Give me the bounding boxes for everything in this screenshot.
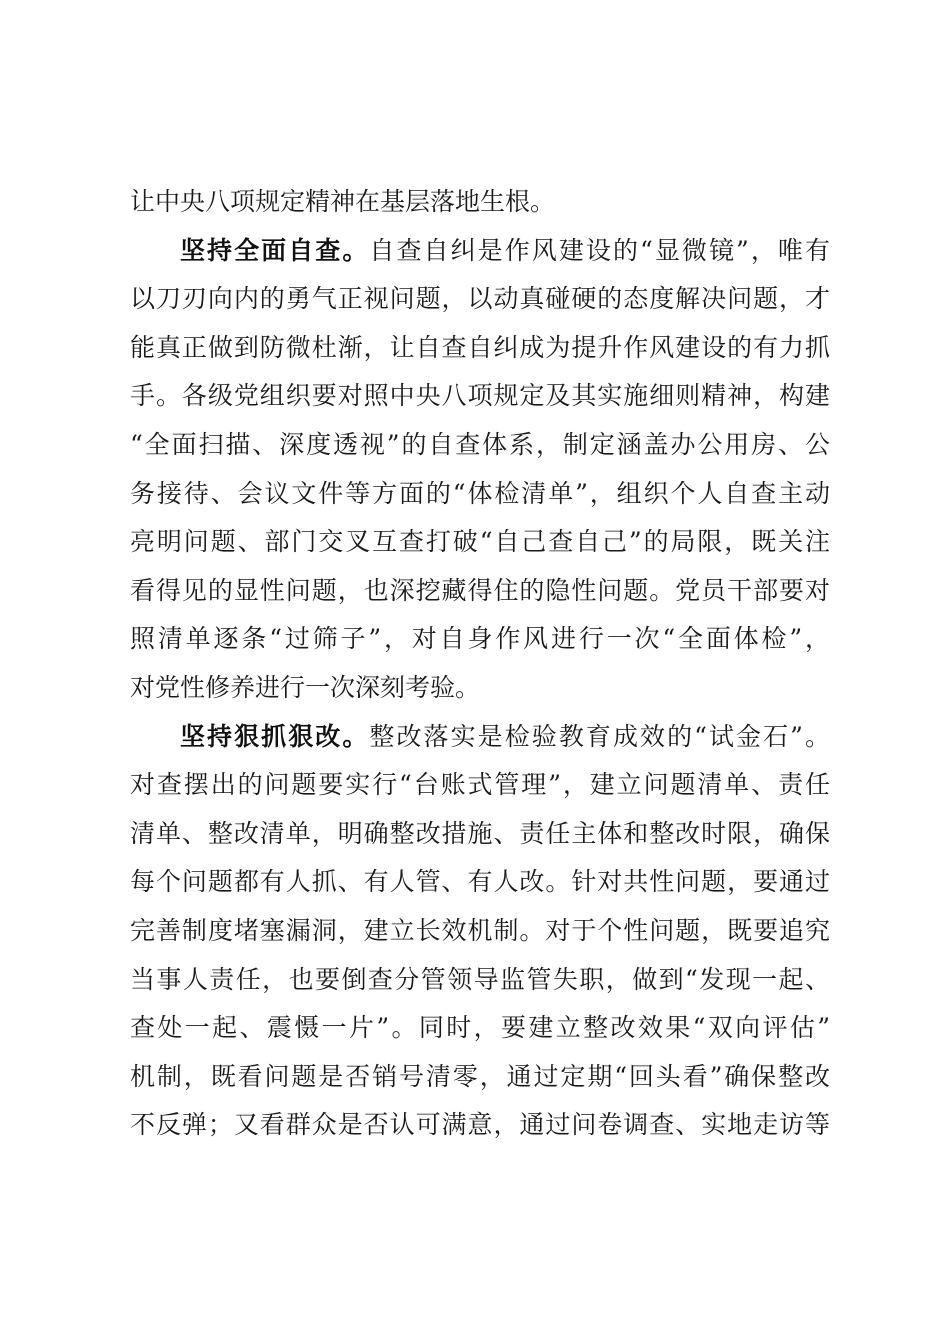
document-body — [130, 178, 830, 1150]
text-line: 对查摆出的问题要实行“台账式管理”，建立问题清单、责任 — [130, 770, 830, 800]
text-line: 亮明问题、部门交叉互查打破“自己查自己”的局限，既关注 — [130, 527, 830, 557]
text-run: 自查自纠是作风建设的“显微镜”，唯有 — [369, 235, 830, 265]
text-line: 查处一起、震慑一片”。同时，要建立整改效果“双向评估” — [130, 1013, 830, 1043]
text-line: 不反弹；又看群众是否认可满意，通过问卷调查、实地走访等 — [130, 1110, 830, 1140]
text-line: 看得见的显性问题，也深挖藏得住的隐性问题。党员干部要对 — [130, 575, 830, 605]
text-line: 让中央八项规定精神在基层落地生根。 — [130, 187, 556, 216]
paragraph-first-line — [130, 227, 830, 276]
text-line: 清单、整改清单，明确整改措施、责任主体和整改时限，确保 — [130, 818, 830, 848]
text-line: 每个问题都有人抓、有人管、有人改。针对共性问题，要通过 — [130, 867, 830, 897]
text-line: 以刀刃向内的勇气正视问题，以动真碰硬的态度解决问题，才 — [130, 284, 830, 314]
text-line: 当事人责任，也要倒查分管领导监管失职，做到“发现一起、 — [130, 964, 830, 994]
section-heading: 坚持狠抓狠改。 — [180, 721, 370, 751]
text-line: 机制，既看问题是否销号清零，通过定期“回头看”确保整改 — [130, 1061, 830, 1091]
paragraph-first-line — [130, 713, 830, 762]
section-heading: 坚持全面自查。 — [180, 235, 370, 265]
text-line: 完善制度堵塞漏洞，建立长效机制。对于个性问题，既要追究 — [130, 915, 830, 945]
text-line: 对党性修养进行一次深刻考验。 — [130, 672, 481, 702]
text-line: “全面扫描、深度透视”的自查体系，制定涵盖办公用房、公 — [130, 429, 830, 459]
text-line: 手。各级党组织要对照中央八项规定及其实施细则精神，构建 — [130, 381, 830, 411]
text-line: 能真正做到防微杜渐，让自查自纠成为提升作风建设的有力抓 — [130, 332, 830, 362]
text-line: 务接待、会议文件等方面的“体检清单”，组织个人自查主动 — [130, 478, 830, 508]
text-line: 照清单逐条“过筛子”，对自身作风进行一次“全面体检”， — [130, 624, 830, 654]
text-run: 整改落实是检验教育成效的“试金石”。 — [369, 721, 830, 751]
